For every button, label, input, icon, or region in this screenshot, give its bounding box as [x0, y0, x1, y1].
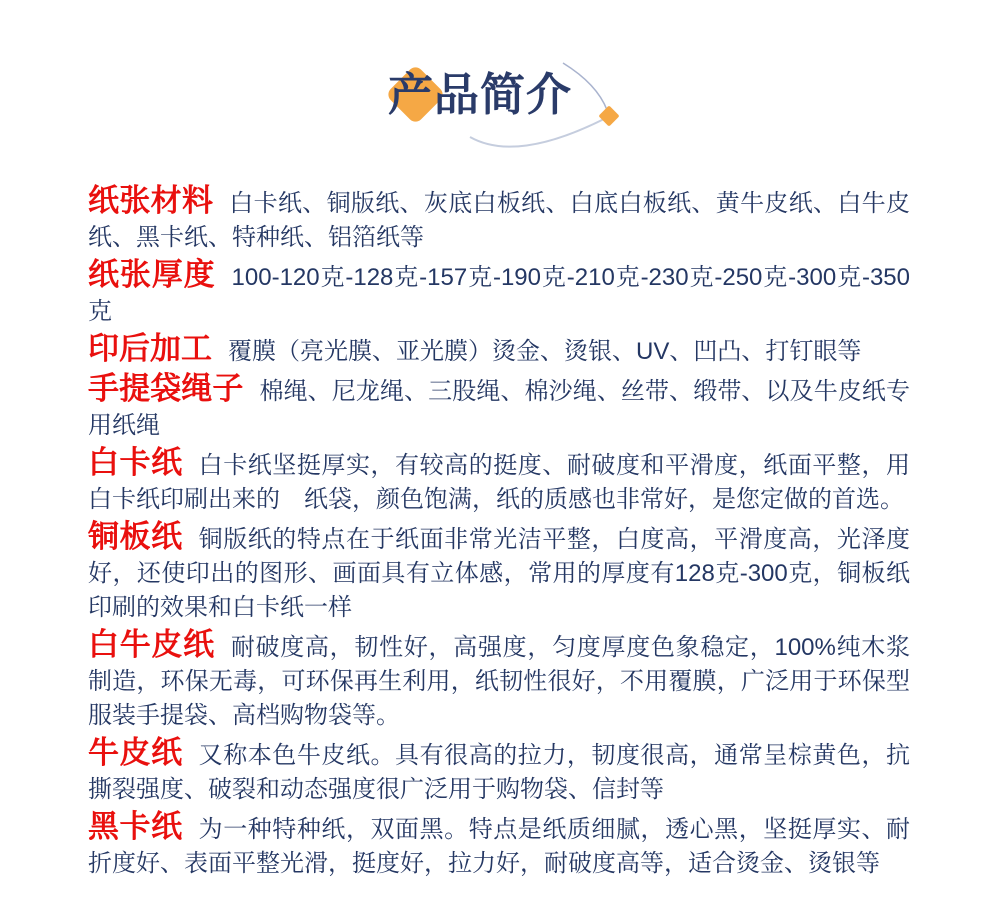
page-title: 产品简介: [388, 69, 573, 120]
bag-rope-text: 棉绳、尼龙绳、三股绳、棉沙绳、丝带、缎带、以及牛皮纸专用纸绳: [88, 378, 910, 439]
post-press-finishing-heading: 印后加工: [88, 331, 212, 366]
coated-paper-heading: 铜板纸: [88, 519, 183, 554]
post-press-finishing-text: 覆膜（亮光膜、亚光膜）烫金、烫银、UV、凹凸、打钉眼等: [228, 338, 862, 365]
section-coated-paper: [88, 520, 910, 625]
section-post-press-finishing: [88, 332, 910, 369]
paper-materials-text: 白卡纸、铜版纸、灰底白板纸、白底白板纸、黄牛皮纸、白牛皮纸、黑卡纸、特种纸、铝箔纸等: [88, 190, 911, 251]
kraft-paper-heading: 牛皮纸: [88, 735, 183, 770]
paper-thickness-heading: 纸张厚度: [88, 257, 216, 292]
section-white-cardboard: [88, 446, 910, 517]
section-white-kraft-paper: [88, 628, 910, 733]
white-cardboard-heading: 白卡纸: [88, 445, 183, 480]
page-header: [0, 0, 1000, 175]
section-paper-thickness: [88, 258, 910, 329]
white-cardboard-text: 白卡纸坚挺厚实，有较高的挺度、耐破度和平滑度，纸面平整，用白卡纸印刷出来的 纸袋，颜色饱满，纸的质感也非常好，是您定做的首选。: [88, 452, 911, 513]
section-bag-rope: [88, 372, 910, 443]
paper-materials-heading: 纸张材料: [88, 183, 214, 218]
kraft-paper-text: 又称本色牛皮纸。具有很高的拉力，韧度很高，通常呈棕黄色，抗撕裂强度、破裂和动态强度很广泛用于购物袋、信封等: [88, 742, 911, 803]
white-kraft-paper-text: 耐破度高，韧性好，高强度，匀度厚度色象稳定，100%纯木浆制造，环保无毒，可环保再生利用，纸韧性很好，不用覆膜，广泛用于环保型服装手提袋、高档购物袋等。: [88, 634, 910, 729]
black-cardboard-text: 为一种特种纸，双面黑。特点是纸质细腻，透心黑，坚挺厚实、耐折度好、表面平整光滑，挺度好，拉力好，耐破度高等，适合烫金、烫银等: [88, 816, 911, 877]
coated-paper-text: 铜版纸的特点在于纸面非常光洁平整，白度高，平滑度高，光泽度好，还使印出的图形、画面具有立体感，常用的厚度有128克-300克，铜板纸印刷的效果和白卡纸一样: [88, 526, 911, 621]
section-paper-materials: [88, 184, 910, 255]
bag-rope-heading: 手提袋绳子: [88, 371, 244, 406]
content-area: [88, 184, 910, 884]
black-cardboard-heading: 黑卡纸: [88, 809, 183, 844]
paper-thickness-text: 100-120克-128克-157克-190克-210克-230克-250克-300克-350克: [88, 264, 911, 325]
curve-diamond-icon: [598, 105, 619, 126]
section-kraft-paper: [88, 736, 910, 807]
section-black-cardboard: [88, 810, 910, 881]
white-kraft-paper-heading: 白牛皮纸: [88, 627, 215, 662]
